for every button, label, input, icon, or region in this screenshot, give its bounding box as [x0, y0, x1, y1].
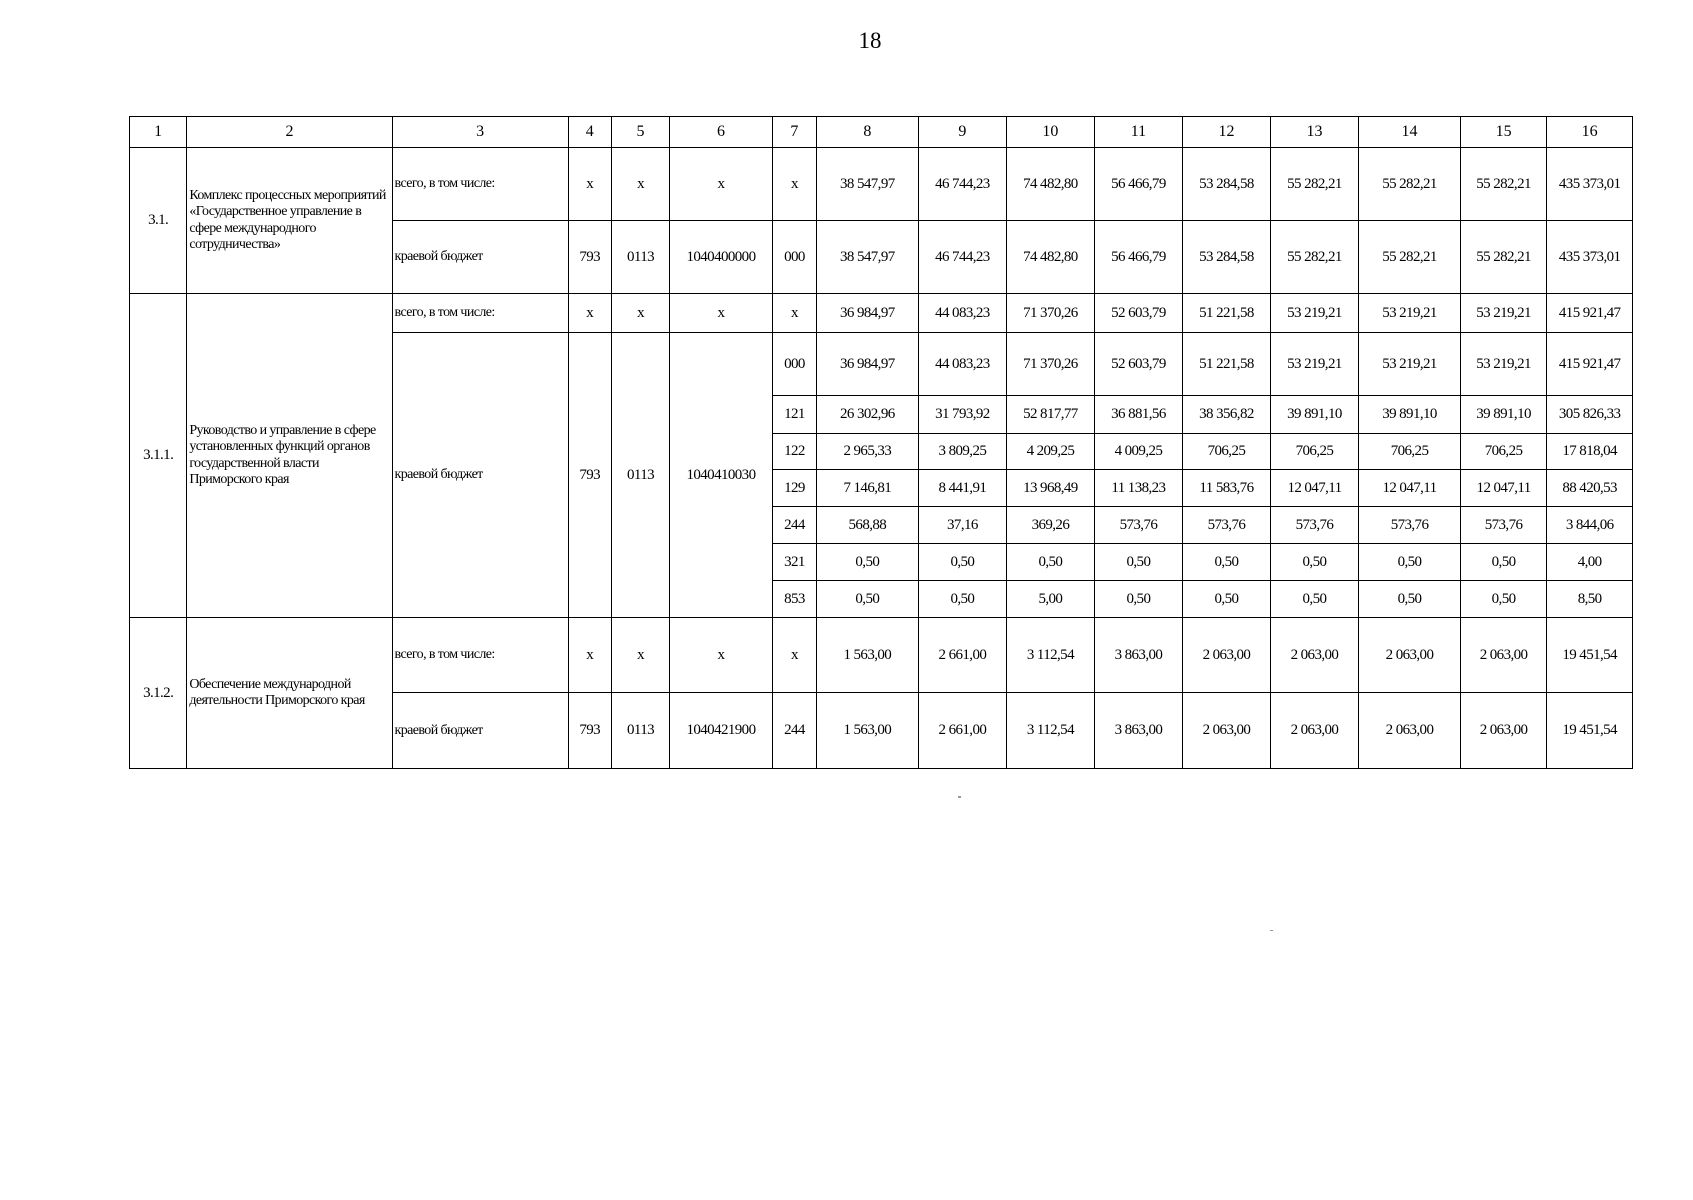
amount-cell: 53 284,58	[1183, 221, 1271, 294]
vr-code: х	[772, 618, 816, 693]
table-row	[130, 294, 1633, 333]
amount-cell: 573,76	[1460, 507, 1547, 544]
scan-artifact	[1270, 930, 1273, 931]
amount-cell: 2 063,00	[1270, 693, 1359, 769]
amount-total-cell: 19 451,54	[1547, 618, 1633, 693]
amount-cell: 52 603,79	[1094, 333, 1183, 396]
amount-total-cell: 17 818,04	[1547, 434, 1633, 470]
amount-cell: 36 984,97	[817, 294, 919, 333]
amount-total-cell: 415 921,47	[1547, 333, 1633, 396]
vr-code: х	[772, 148, 816, 221]
amount-cell: 74 482,80	[1007, 148, 1095, 221]
amount-cell: 56 466,79	[1094, 221, 1183, 294]
rzpr-code: х	[611, 148, 669, 221]
grbs-code: 793	[568, 221, 611, 294]
amount-cell: 38 547,97	[817, 148, 919, 221]
amount-cell: 55 282,21	[1270, 148, 1359, 221]
amount-cell: 52 817,77	[1007, 396, 1095, 434]
amount-total-cell: 19 451,54	[1547, 693, 1633, 769]
amount-cell: 706,25	[1359, 434, 1461, 470]
vr-code: 122	[772, 434, 816, 470]
amount-cell: 2 661,00	[918, 693, 1007, 769]
rzpr-code: 0113	[611, 693, 669, 769]
amount-cell: 0,50	[817, 581, 919, 618]
grbs-code: 793	[568, 333, 611, 618]
amount-cell: 568,88	[817, 507, 919, 544]
column-header: 2	[187, 117, 392, 148]
rzpr-code: х	[611, 294, 669, 333]
csr-code: 1040421900	[670, 693, 773, 769]
funding-source: краевой бюджет	[392, 693, 568, 769]
csr-code: 1040400000	[670, 221, 773, 294]
amount-cell: 12 047,11	[1359, 470, 1461, 507]
vr-code: 121	[772, 396, 816, 434]
amount-cell: 5,00	[1007, 581, 1095, 618]
section-name: Руководство и управление в сфере установленных функций органов государственной власти Приморского края	[187, 294, 392, 618]
grbs-code: х	[568, 294, 611, 333]
vr-code: 853	[772, 581, 816, 618]
amount-total-cell: 305 826,33	[1547, 396, 1633, 434]
amount-cell: 1 563,00	[817, 693, 919, 769]
amount-cell: 26 302,96	[817, 396, 919, 434]
amount-cell: 573,76	[1359, 507, 1461, 544]
vr-code: 000	[772, 221, 816, 294]
column-header: 14	[1359, 117, 1461, 148]
scan-artifact	[958, 796, 961, 798]
amount-cell: 55 282,21	[1359, 148, 1461, 221]
column-header: 1	[130, 117, 187, 148]
amount-cell: 706,25	[1460, 434, 1547, 470]
amount-cell: 12 047,11	[1460, 470, 1547, 507]
amount-cell: 0,50	[1270, 581, 1359, 618]
vr-code: 244	[772, 693, 816, 769]
amount-cell: 74 482,80	[1007, 221, 1095, 294]
amount-cell: 0,50	[1094, 544, 1183, 581]
amount-cell: 2 063,00	[1270, 618, 1359, 693]
column-header: 5	[611, 117, 669, 148]
vr-code: 321	[772, 544, 816, 581]
amount-cell: 36 984,97	[817, 333, 919, 396]
amount-cell: 0,50	[1183, 544, 1271, 581]
amount-cell: 37,16	[918, 507, 1007, 544]
amount-cell: 7 146,81	[817, 470, 919, 507]
section-number: 3.1.1.	[130, 294, 187, 618]
amount-cell: 2 965,33	[817, 434, 919, 470]
amount-cell: 55 282,21	[1270, 221, 1359, 294]
amount-total-cell: 4,00	[1547, 544, 1633, 581]
section-number: 3.1.2.	[130, 618, 187, 769]
column-header: 3	[392, 117, 568, 148]
amount-cell: 706,25	[1270, 434, 1359, 470]
funding-source: краевой бюджет	[392, 221, 568, 294]
amount-cell: 44 083,23	[918, 333, 1007, 396]
amount-cell: 36 881,56	[1094, 396, 1183, 434]
amount-cell: 0,50	[918, 544, 1007, 581]
rzpr-code: 0113	[611, 333, 669, 618]
amount-cell: 2 063,00	[1460, 618, 1547, 693]
amount-cell: 55 282,21	[1359, 221, 1461, 294]
amount-cell: 3 112,54	[1007, 618, 1095, 693]
rzpr-code: 0113	[611, 221, 669, 294]
amount-cell: 3 112,54	[1007, 693, 1095, 769]
section-name: Комплекс процессных мероприятий «Государственное управление в сфере международного сотрудничества»	[187, 148, 392, 294]
amount-cell: 53 219,21	[1460, 294, 1547, 333]
amount-total-cell: 435 373,01	[1547, 148, 1633, 221]
amount-cell: 53 219,21	[1359, 333, 1461, 396]
amount-cell: 0,50	[1460, 581, 1547, 618]
amount-cell: 573,76	[1270, 507, 1359, 544]
header-row	[130, 117, 1633, 148]
amount-cell: 0,50	[1094, 581, 1183, 618]
amount-cell: 13 968,49	[1007, 470, 1095, 507]
amount-cell: 53 219,21	[1359, 294, 1461, 333]
column-header: 6	[670, 117, 773, 148]
amount-total-cell: 8,50	[1547, 581, 1633, 618]
amount-cell: 11 138,23	[1094, 470, 1183, 507]
amount-cell: 8 441,91	[918, 470, 1007, 507]
funding-source: всего, в том числе:	[392, 618, 568, 693]
grbs-code: 793	[568, 693, 611, 769]
amount-cell: 55 282,21	[1460, 221, 1547, 294]
amount-cell: 38 356,82	[1183, 396, 1271, 434]
amount-cell: 573,76	[1183, 507, 1271, 544]
amount-cell: 2 063,00	[1183, 693, 1271, 769]
column-header: 9	[918, 117, 1007, 148]
amount-cell: 0,50	[1359, 544, 1461, 581]
amount-cell: 39 891,10	[1270, 396, 1359, 434]
amount-cell: 3 863,00	[1094, 693, 1183, 769]
column-header: 15	[1460, 117, 1547, 148]
amount-cell: 3 809,25	[918, 434, 1007, 470]
amount-cell: 39 891,10	[1359, 396, 1461, 434]
amount-cell: 2 063,00	[1460, 693, 1547, 769]
grbs-code: х	[568, 618, 611, 693]
funding-source: всего, в том числе:	[392, 148, 568, 221]
column-header: 7	[772, 117, 816, 148]
amount-cell: 51 221,58	[1183, 294, 1271, 333]
table-row	[130, 148, 1633, 221]
amount-cell: 56 466,79	[1094, 148, 1183, 221]
funding-source: краевой бюджет	[392, 333, 568, 618]
amount-cell: 71 370,26	[1007, 294, 1095, 333]
amount-cell: 31 793,92	[918, 396, 1007, 434]
vr-code: х	[772, 294, 816, 333]
amount-cell: 2 063,00	[1183, 618, 1271, 693]
column-header: 10	[1007, 117, 1095, 148]
amount-cell: 4 009,25	[1094, 434, 1183, 470]
amount-cell: 39 891,10	[1460, 396, 1547, 434]
amount-total-cell: 415 921,47	[1547, 294, 1633, 333]
amount-cell: 0,50	[1183, 581, 1271, 618]
amount-cell: 2 661,00	[918, 618, 1007, 693]
amount-total-cell: 435 373,01	[1547, 221, 1633, 294]
vr-code: 129	[772, 470, 816, 507]
amount-cell: 0,50	[1359, 581, 1461, 618]
rzpr-code: х	[611, 618, 669, 693]
column-header: 16	[1547, 117, 1633, 148]
amount-cell: 0,50	[817, 544, 919, 581]
section-name: Обеспечение международной деятельности Приморского края	[187, 618, 392, 769]
amount-cell: 2 063,00	[1359, 693, 1461, 769]
amount-cell: 0,50	[1460, 544, 1547, 581]
amount-cell: 2 063,00	[1359, 618, 1461, 693]
amount-cell: 0,50	[1007, 544, 1095, 581]
amount-total-cell: 88 420,53	[1547, 470, 1633, 507]
column-header: 4	[568, 117, 611, 148]
amount-cell: 53 284,58	[1183, 148, 1271, 221]
budget-table	[129, 116, 1633, 769]
table-row	[130, 618, 1633, 693]
amount-cell: 0,50	[918, 581, 1007, 618]
column-header: 13	[1270, 117, 1359, 148]
amount-cell: 53 219,21	[1270, 294, 1359, 333]
column-header: 11	[1094, 117, 1183, 148]
amount-cell: 706,25	[1183, 434, 1271, 470]
amount-cell: 38 547,97	[817, 221, 919, 294]
column-header: 12	[1183, 117, 1271, 148]
amount-cell: 11 583,76	[1183, 470, 1271, 507]
csr-code: х	[670, 618, 773, 693]
amount-cell: 4 209,25	[1007, 434, 1095, 470]
funding-source: всего, в том числе:	[392, 294, 568, 333]
column-header: 8	[817, 117, 919, 148]
amount-cell: 51 221,58	[1183, 333, 1271, 396]
amount-cell: 46 744,23	[918, 148, 1007, 221]
section-number: 3.1.	[130, 148, 187, 294]
amount-cell: 46 744,23	[918, 221, 1007, 294]
amount-cell: 3 863,00	[1094, 618, 1183, 693]
amount-cell: 71 370,26	[1007, 333, 1095, 396]
page-number: 18	[858, 28, 882, 53]
amount-cell: 0,50	[1270, 544, 1359, 581]
csr-code: 1040410030	[670, 333, 773, 618]
amount-cell: 12 047,11	[1270, 470, 1359, 507]
amount-cell: 1 563,00	[817, 618, 919, 693]
amount-cell: 55 282,21	[1460, 148, 1547, 221]
vr-code: 000	[772, 333, 816, 396]
csr-code: х	[670, 148, 773, 221]
amount-cell: 44 083,23	[918, 294, 1007, 333]
csr-code: х	[670, 294, 773, 333]
amount-cell: 53 219,21	[1460, 333, 1547, 396]
vr-code: 244	[772, 507, 816, 544]
amount-cell: 53 219,21	[1270, 333, 1359, 396]
amount-cell: 573,76	[1094, 507, 1183, 544]
grbs-code: х	[568, 148, 611, 221]
amount-cell: 369,26	[1007, 507, 1095, 544]
amount-total-cell: 3 844,06	[1547, 507, 1633, 544]
amount-cell: 52 603,79	[1094, 294, 1183, 333]
